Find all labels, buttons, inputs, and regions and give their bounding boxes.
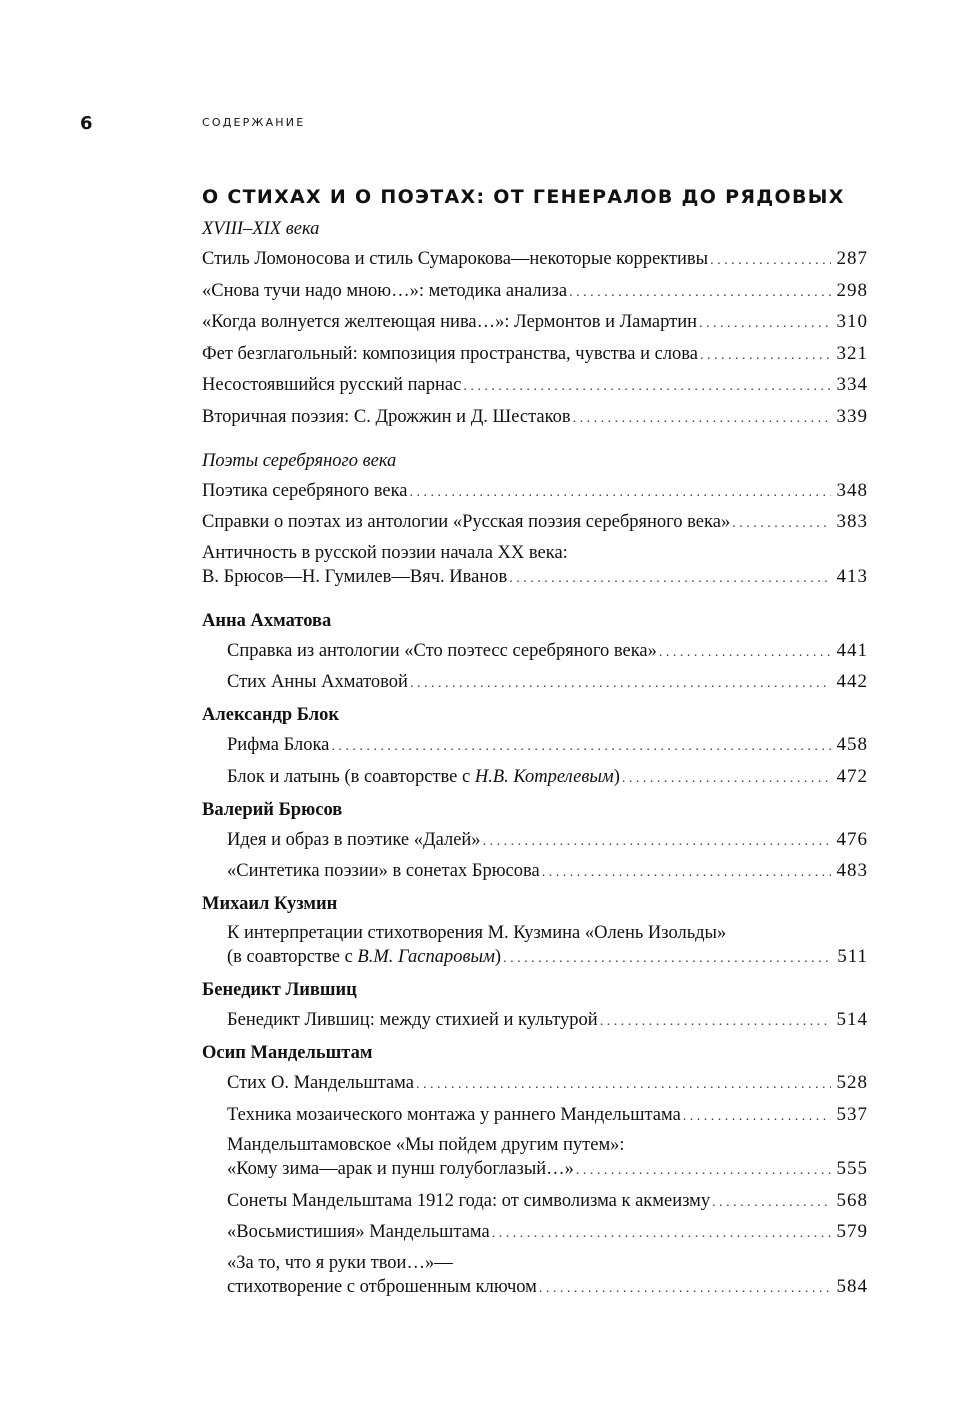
coauthor-name: В.М. Гаспаровым	[357, 947, 495, 967]
entry-page-number: 568	[836, 1189, 868, 1211]
toc-section	[202, 218, 868, 430]
entry-line	[227, 1071, 868, 1096]
entry-page-number: 476	[836, 828, 868, 850]
entry-title	[227, 1072, 414, 1095]
title-text: В. Брюсов—Н. Гумилев—Вяч. Иванов	[202, 566, 508, 587]
entry-line	[227, 670, 868, 695]
toc-entry[interactable]	[202, 310, 868, 335]
title-text: )	[613, 766, 620, 787]
dot-leader	[712, 1191, 830, 1214]
entry-title	[227, 1104, 681, 1127]
entry-title	[227, 829, 481, 852]
entry-line	[227, 1252, 868, 1275]
entry-line	[227, 1220, 868, 1245]
entry-page-number: 298	[836, 279, 868, 301]
dot-leader	[622, 767, 831, 790]
entry-line	[227, 945, 868, 970]
toc-entry[interactable]	[202, 733, 868, 758]
entry-title	[227, 1158, 574, 1181]
section-heading: Михаил Кузмин	[202, 894, 338, 914]
toc-entry[interactable]	[202, 859, 868, 884]
entry-page-number: 458	[836, 734, 868, 755]
entry-page-number: 339	[836, 405, 868, 427]
toc-entry[interactable]	[202, 828, 868, 853]
part-title: О СТИХАХ И О ПОЭТАХ: ОТ ГЕНЕРАЛОВ ДО РЯДОВЫХ	[202, 186, 845, 208]
entry-title	[227, 1221, 490, 1244]
toc-entry[interactable]	[202, 765, 868, 790]
entry-line	[202, 565, 868, 590]
title-text: Античность в русской поэзии начала XX века:	[202, 542, 568, 563]
entry-line	[227, 1134, 868, 1157]
toc-entry[interactable]	[202, 1189, 868, 1214]
entry-title	[227, 1276, 537, 1299]
dot-leader	[700, 344, 830, 367]
title-text: Стих О. Мандельштама	[227, 1073, 414, 1093]
entry-page-number: 310	[836, 311, 868, 332]
entry-line	[202, 310, 868, 335]
entry-title	[202, 542, 568, 565]
entry-title	[202, 311, 697, 334]
entry-line	[227, 639, 868, 664]
title-text: Вторичная поэзия: С. Дрожжин и Д. Шестаков	[202, 406, 571, 427]
entry-page-number: 555	[836, 1158, 868, 1179]
entry-title	[227, 734, 329, 757]
toc-section	[202, 799, 868, 885]
entry-title	[202, 280, 567, 303]
dot-leader	[492, 1222, 831, 1245]
entry-title	[202, 566, 507, 589]
dot-leader	[509, 567, 830, 590]
page-number: 6	[80, 113, 93, 134]
dot-leader	[542, 861, 831, 884]
entry-line	[227, 765, 868, 790]
toc-entry[interactable]	[202, 342, 868, 367]
entry-title	[202, 248, 708, 271]
title-text: Техника мозаического монтажа у раннего Мандельштама	[227, 1104, 681, 1125]
entry-page-number: 348	[836, 479, 868, 501]
entry-page-number: 528	[836, 1072, 868, 1093]
title-text: Рифма Блока	[227, 735, 330, 755]
entry-title	[227, 860, 540, 883]
section-heading: Анна Ахматова	[202, 610, 332, 631]
entry-line	[202, 279, 868, 304]
entry-page-number: 537	[836, 1103, 868, 1125]
toc-sections	[202, 218, 868, 1300]
toc-entry[interactable]	[202, 1103, 868, 1128]
entry-title	[227, 1190, 710, 1213]
toc-section	[202, 450, 868, 590]
entry-title	[202, 406, 571, 429]
title-text: стихотворение с отброшенным ключом	[227, 1276, 537, 1297]
toc-entry[interactable]	[202, 542, 868, 590]
title-text: Бенедикт Лившиц: между стихией и культурой	[227, 1010, 598, 1030]
entry-page-number: 442	[836, 671, 868, 692]
dot-leader	[710, 249, 830, 272]
entry-line	[227, 828, 868, 853]
entry-title	[227, 1009, 598, 1032]
title-text: (в соавторстве с	[227, 947, 358, 967]
toc-entry[interactable]	[202, 373, 868, 398]
dot-leader	[573, 407, 831, 430]
title-text: Справка из антологии «Сто поэтесс серебряного века»	[227, 640, 657, 661]
section-heading: Валерий Брюсов	[202, 799, 343, 820]
toc-section	[202, 1042, 868, 1300]
title-text: «Когда волнуется желтеющая нива…»: Лермонтов и Ламартин	[202, 312, 698, 332]
title-text: Мандельштамовское «Мы пойдем другим путем»:	[227, 1135, 625, 1155]
entry-line	[227, 1189, 868, 1214]
title-text: Стих Анны Ахматовой	[227, 672, 408, 692]
entry-line	[227, 1008, 868, 1033]
toc-entry[interactable]	[202, 405, 868, 430]
toc-entry[interactable]	[202, 639, 868, 664]
entry-title	[227, 946, 501, 969]
entry-line	[227, 1157, 868, 1182]
title-text: «За то, что я руки твои…»—	[227, 1252, 453, 1273]
title-text: «Кому зима—арак и пунш голубоглазый…»	[227, 1159, 574, 1179]
toc-entry[interactable]	[202, 479, 868, 504]
table-of-contents	[202, 184, 868, 1309]
entry-title	[227, 640, 657, 663]
section-heading: Бенедикт Лившиц	[202, 980, 357, 1000]
toc-entry[interactable]	[202, 510, 868, 535]
entry-page-number: 413	[836, 565, 868, 587]
entry-line	[227, 859, 868, 884]
toc-section	[202, 704, 868, 790]
entry-line	[202, 247, 868, 272]
entry-page-number: 514	[836, 1009, 868, 1030]
entry-page-number: 511	[837, 946, 868, 967]
entry-line	[202, 479, 868, 504]
coauthor-name: Н.В. Котрелевым	[474, 766, 614, 787]
dot-leader	[416, 1073, 831, 1096]
dot-leader	[683, 1105, 831, 1128]
entry-title	[202, 374, 461, 397]
dot-leader	[659, 641, 831, 664]
entry-page-number: 584	[836, 1275, 868, 1297]
title-text: Стиль Ломоносова и стиль Сумарокова—некоторые коррективы	[202, 249, 709, 269]
entry-page-number: 472	[836, 765, 868, 787]
entry-line	[227, 1275, 868, 1300]
dot-leader	[569, 281, 830, 304]
entry-line	[202, 342, 868, 367]
entry-page-number: 579	[836, 1221, 868, 1242]
running-title: СОДЕРЖАНИЕ	[202, 116, 306, 129]
dot-leader	[699, 312, 830, 335]
entry-line	[202, 542, 868, 565]
toc-entry[interactable]	[202, 1220, 868, 1245]
dot-leader	[331, 735, 830, 758]
title-text: Сонеты Мандельштама 1912 года: от символизма к акмеизму	[227, 1190, 711, 1211]
toc-entry[interactable]	[202, 247, 868, 272]
entry-line	[202, 510, 868, 535]
section-heading: Осип Мандельштам	[202, 1043, 373, 1063]
entry-line	[227, 922, 868, 945]
section-heading: XVIII–XIX века	[202, 219, 320, 239]
entry-page-number: 483	[836, 860, 868, 881]
toc-entry[interactable]	[202, 922, 868, 970]
entry-line	[202, 373, 868, 398]
entry-page-number: 334	[836, 374, 868, 395]
dot-leader	[539, 1277, 831, 1300]
title-text: Поэтика серебряного века	[202, 480, 408, 501]
entry-line	[202, 405, 868, 430]
toc-entry[interactable]	[202, 279, 868, 304]
dot-leader	[410, 481, 831, 504]
title-text: Справки о поэтах из антологии «Русская поэзия серебряного века»	[202, 512, 731, 532]
dot-leader	[483, 830, 831, 853]
section-heading: Александр Блок	[202, 705, 340, 725]
title-text: Идея и образ в поэтике «Далей»	[227, 829, 481, 850]
entry-line	[227, 733, 868, 758]
toc-section	[202, 893, 868, 970]
toc-section	[202, 610, 868, 696]
title-text: К интерпретации стихотворения М. Кузмина «Олень Изольды»	[227, 923, 727, 943]
entry-title	[227, 1252, 453, 1275]
entry-title	[227, 1134, 625, 1157]
dot-leader	[503, 947, 831, 970]
toc-entry[interactable]	[202, 1071, 868, 1096]
entry-title	[202, 343, 698, 366]
toc-section	[202, 979, 868, 1033]
title-text: )	[494, 947, 502, 967]
title-text: «Снова тучи надо мною…»: методика анализа	[202, 280, 568, 301]
title-text: Блок и латынь (в соавторстве с	[227, 766, 475, 787]
title-text: Фет безглагольный: композиция пространства, чувства и слова	[202, 343, 699, 364]
title-text: «Восьмистишия» Мандельштама	[227, 1222, 490, 1242]
toc-entry[interactable]	[202, 1134, 868, 1182]
entry-line	[227, 1103, 868, 1128]
title-text: «Синтетика поэзии» в сонетах Брюсова	[227, 861, 540, 881]
dot-leader	[463, 375, 830, 398]
entry-page-number: 287	[836, 248, 868, 269]
dot-leader	[576, 1159, 831, 1182]
entry-title	[202, 511, 730, 534]
section-heading: Поэты серебряного века	[202, 450, 397, 471]
dot-leader	[600, 1010, 831, 1033]
entry-title	[202, 480, 408, 503]
entry-page-number: 321	[836, 342, 868, 364]
toc-entry[interactable]	[202, 670, 868, 695]
dot-leader	[410, 672, 831, 695]
entry-page-number: 441	[836, 639, 868, 661]
toc-entry[interactable]	[202, 1008, 868, 1033]
entry-title	[227, 766, 620, 789]
toc-entry[interactable]	[202, 1252, 868, 1300]
dot-leader	[732, 512, 830, 535]
entry-title	[227, 922, 726, 945]
title-text: Несостоявшийся русский парнас	[202, 375, 462, 395]
entry-page-number: 383	[836, 511, 868, 532]
entry-title	[227, 671, 408, 694]
